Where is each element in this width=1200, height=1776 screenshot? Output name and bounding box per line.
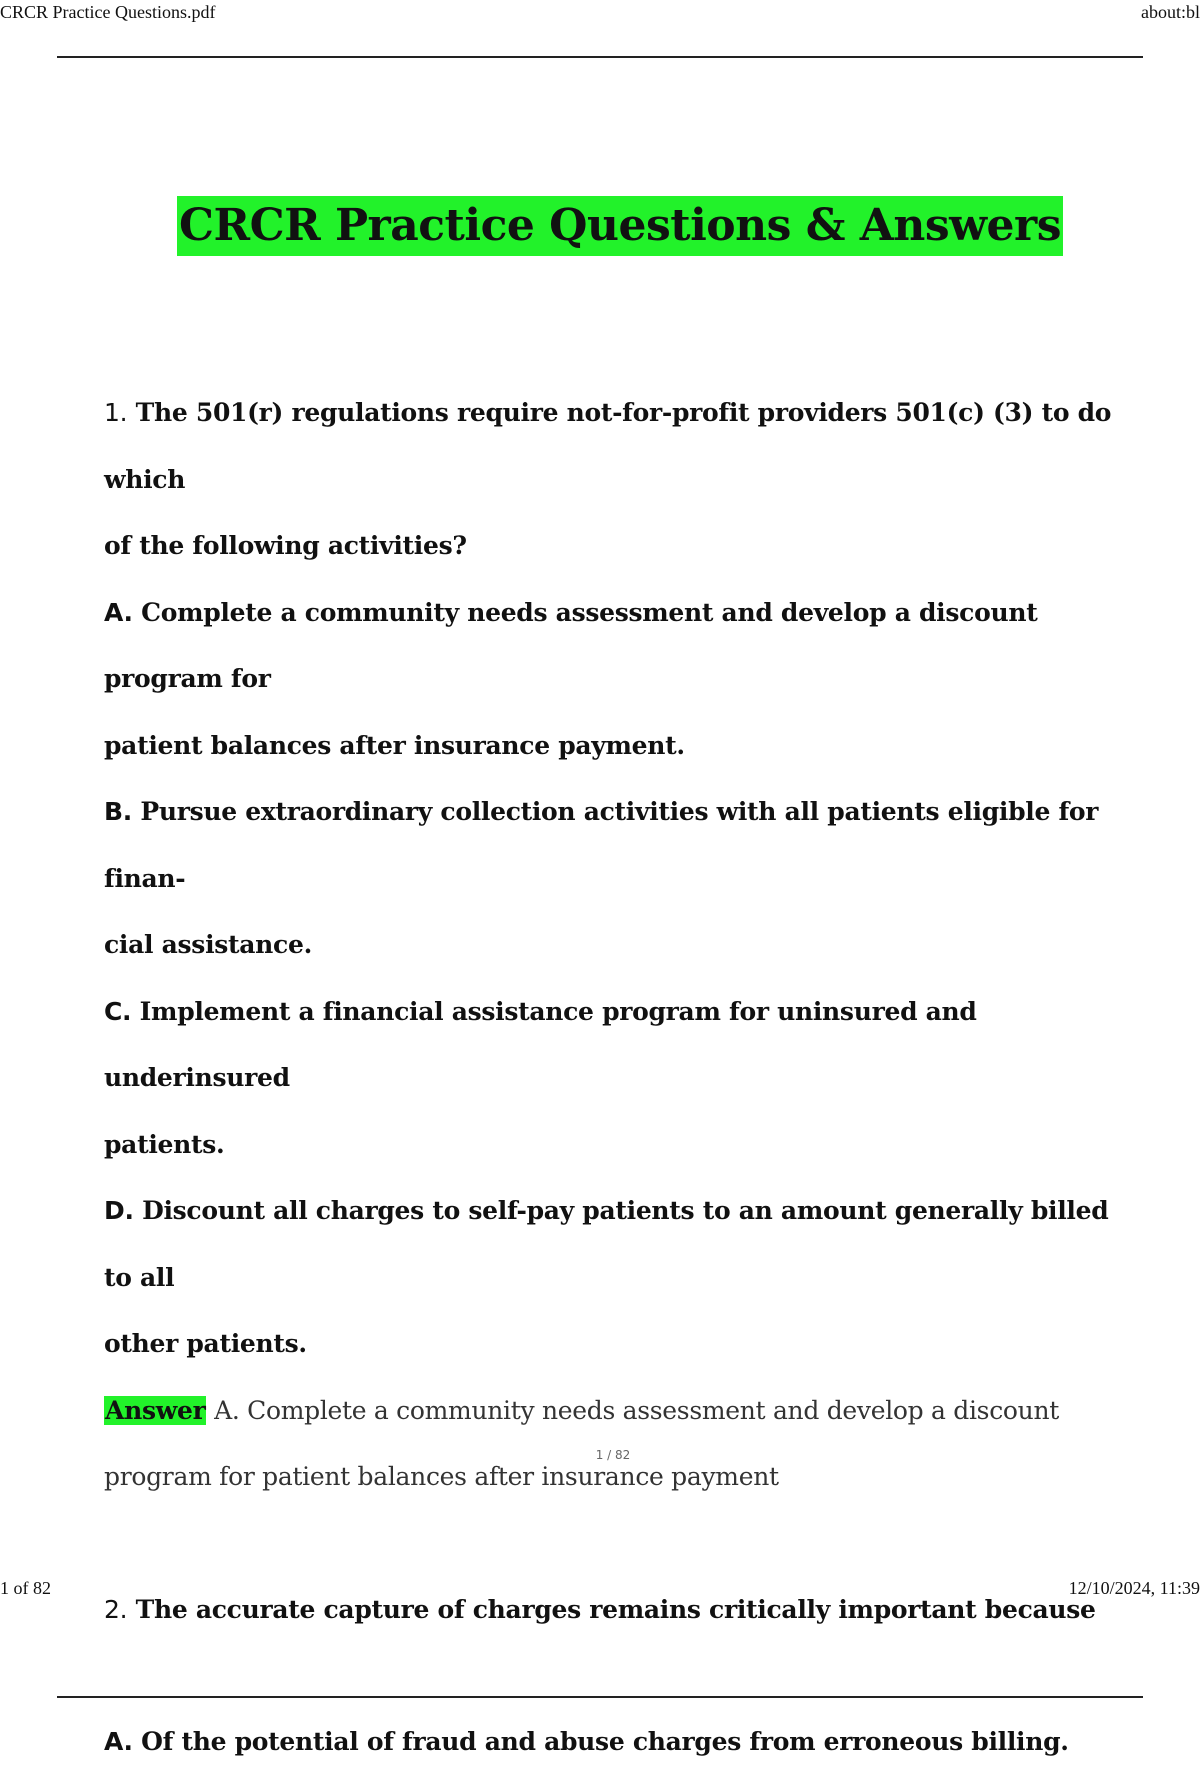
page-indicator: 1 / 82 bbox=[595, 1448, 631, 1462]
spacer bbox=[104, 1511, 1134, 1577]
question-1-line-1: The 501(r) regulations require not-for-profit providers 501(c) (3) to do which bbox=[104, 398, 1112, 494]
option-text-line-1: Pursue extraordinary collection activities with all patients eligible for finan- bbox=[104, 797, 1099, 893]
question-1-line-2: of the following activities? bbox=[104, 531, 467, 560]
question-2-number: 2. bbox=[104, 1594, 128, 1624]
option-letter: C. bbox=[104, 996, 132, 1026]
option-text-line-1: Discount all charges to self-pay patients to an amount generally billed to all bbox=[104, 1196, 1109, 1292]
option-text-line-1: Of the potential of fraud and abuse charges from erroneous billing. bbox=[141, 1727, 1069, 1756]
option-letter: B. bbox=[104, 797, 132, 826]
option-text-line-2: cial assistance. bbox=[104, 930, 312, 959]
document-body bbox=[104, 380, 1134, 1776]
question-1-answer bbox=[104, 1378, 1134, 1511]
question-1 bbox=[104, 380, 1134, 1511]
title-container bbox=[0, 196, 1200, 256]
question-1-number: 1. bbox=[104, 398, 128, 427]
print-header-filename: CRCR Practice Questions.pdf bbox=[0, 2, 216, 22]
answer-label: Answer bbox=[105, 1395, 206, 1425]
print-footer-timestamp: 12/10/2024, 11:39 bbox=[1068, 1578, 1200, 1598]
option-letter: A. bbox=[104, 1727, 133, 1756]
question-1-option-c bbox=[104, 979, 1134, 1179]
answer-text-line-1: A. Complete a community needs assessment and develop a discount bbox=[214, 1395, 1059, 1425]
option-text-line-1: Implement a financial assistance program for uninsured and underinsured bbox=[104, 996, 977, 1092]
option-letter: D. bbox=[104, 1196, 134, 1225]
question-1-text bbox=[104, 380, 1134, 580]
question-2-option-a bbox=[104, 1709, 1134, 1776]
option-text-line-1: Complete a community needs assessment and develop a discount program for bbox=[104, 597, 1038, 693]
question-1-option-a bbox=[104, 580, 1134, 780]
print-header-url: about:bl bbox=[1141, 2, 1200, 22]
option-text-line-2: patient balances after insurance payment. bbox=[104, 730, 685, 760]
header-divider bbox=[57, 56, 1143, 58]
spacer bbox=[104, 1643, 1134, 1709]
option-letter: A. bbox=[104, 597, 133, 627]
question-2-line-1: The accurate capture of charges remains critically important because bbox=[135, 1594, 1096, 1624]
option-text-line-2: patients. bbox=[104, 1129, 225, 1159]
footer-divider bbox=[57, 1696, 1143, 1698]
answer-text-line-2: program for patient balances after insurance payment bbox=[104, 1462, 779, 1491]
document-title: CRCR Practice Questions & Answers bbox=[177, 196, 1063, 256]
print-footer-page-count: 1 of 82 bbox=[0, 1578, 51, 1598]
question-1-option-d bbox=[104, 1178, 1134, 1378]
question-1-option-b bbox=[104, 779, 1134, 979]
option-text-line-2: other patients. bbox=[104, 1329, 307, 1358]
question-2 bbox=[104, 1577, 1134, 1776]
question-2-text bbox=[104, 1577, 1134, 1644]
